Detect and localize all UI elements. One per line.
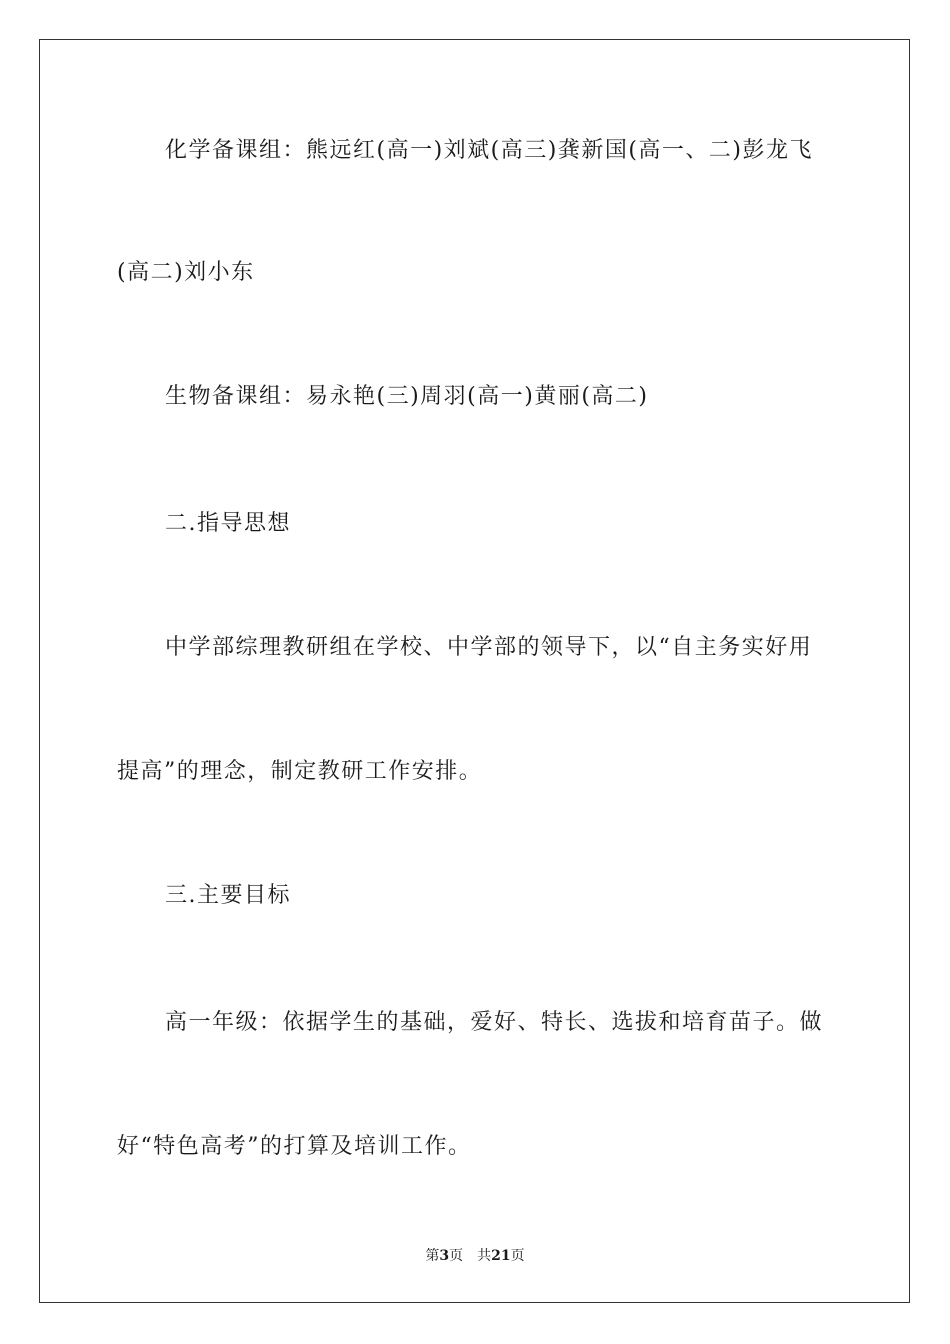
page-prefix: 第 <box>425 1248 440 1264</box>
total-suffix: 页 <box>510 1248 525 1264</box>
paragraph-chemistry-group: 化学备课组：熊远红(高一)刘斌(高三)龚新国(高一、二)彭龙飞 <box>165 138 813 163</box>
total-pages: 21 <box>491 1248 511 1264</box>
paragraph-biology-group: 生物备课组：易永艳(三)周羽(高一)黄丽(高二) <box>165 384 649 409</box>
page-border <box>39 39 910 1303</box>
total-prefix: 共 <box>477 1248 492 1264</box>
paragraph-guiding-thought: 中学部综理教研组在学校、中学部的领导下，以“自主务实好用 <box>165 635 813 660</box>
paragraph-guiding-thought-continued: 提高”的理念，制定教研工作安排。 <box>117 759 483 784</box>
page-suffix: 页 <box>449 1248 464 1264</box>
page-number: 3 <box>439 1248 450 1264</box>
section-heading-guiding-thought: 二.指导思想 <box>165 511 291 536</box>
paragraph-grade-one-goal: 高一年级：依据学生的基础，爱好、特长、选拔和培育苗子。做 <box>165 1010 824 1035</box>
paragraph-chemistry-group-continued: (高二)刘小东 <box>117 260 255 285</box>
paragraph-grade-one-goal-continued: 好“特色高考”的打算及培训工作。 <box>117 1134 472 1159</box>
page-footer <box>0 1246 950 1266</box>
section-heading-main-goals: 三.主要目标 <box>165 883 291 908</box>
